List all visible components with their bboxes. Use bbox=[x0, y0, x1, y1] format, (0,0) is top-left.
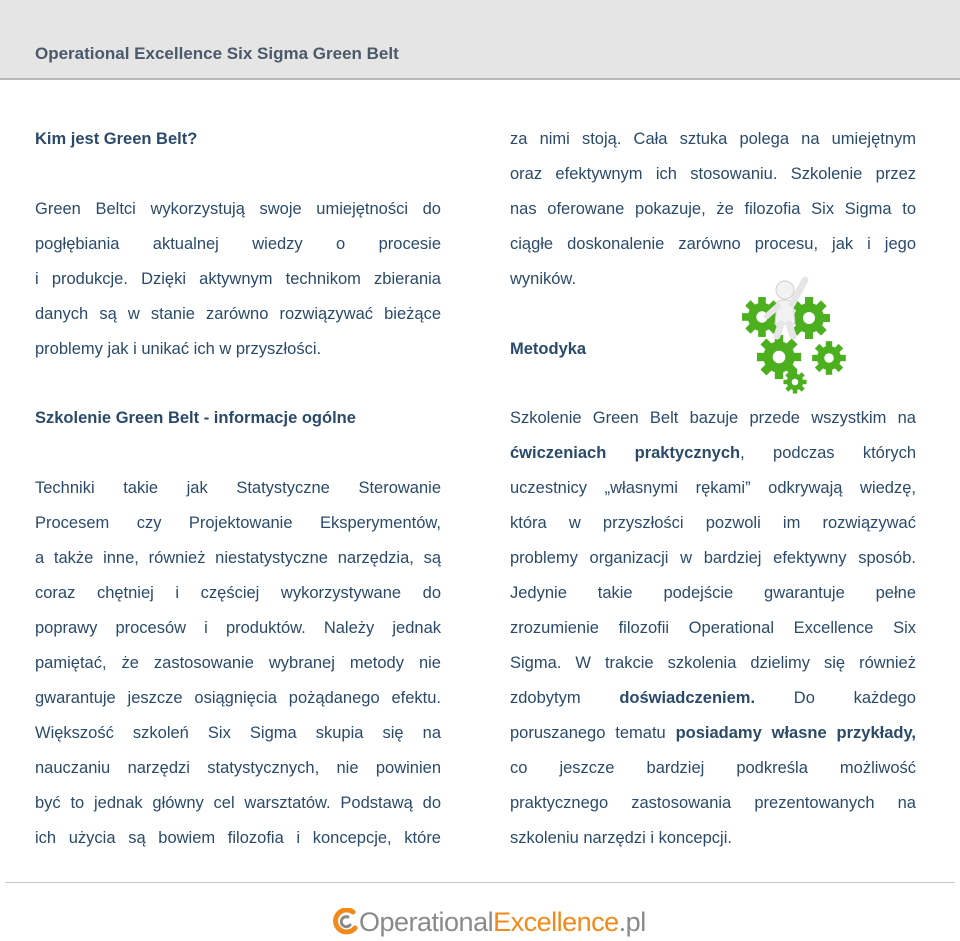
paragraph-line: uczestnicy „własnymi rękami” odkrywają wiedzę, bbox=[510, 479, 916, 497]
logo-word-2: Excellence bbox=[493, 906, 619, 937]
paragraph-line: coraz chętniej i częściej wykorzystywane do bbox=[35, 584, 441, 602]
paragraph-line bbox=[510, 681, 916, 716]
paragraph-line bbox=[510, 436, 916, 471]
section-heading: Kim jest Green Belt? bbox=[35, 130, 198, 148]
left-top-section bbox=[35, 122, 441, 367]
paragraph-line: wyników. bbox=[510, 270, 577, 288]
logo-domain: .pl bbox=[618, 906, 646, 937]
footer-logo bbox=[333, 905, 646, 939]
paragraph-line: zrozumienie filozofii Operational Excellence Six bbox=[510, 619, 916, 637]
bold-text: posiadamy własne przykłady, bbox=[675, 724, 916, 742]
paragraph-line: szkoleniu narzędzi i koncepcji. bbox=[510, 829, 732, 847]
paragraph-line: Procesem czy Projektowanie Eksperymentów, bbox=[35, 514, 441, 532]
paragraph-line: nas oferowane pokazuje, że filozofia Six Sigma to bbox=[510, 200, 916, 218]
paragraph-line: problemy organizacji w bardziej efektywny sposób. bbox=[510, 549, 916, 567]
paragraph-line: praktycznego zastosowania prezentowanych na bbox=[510, 794, 916, 812]
paragraph-line: za nimi stoją. Cała sztuka polega na umiejętnym bbox=[510, 130, 916, 148]
paragraph-line: danych są w stanie zarówno rozwiązywać bieżące bbox=[35, 305, 441, 323]
header-bar bbox=[0, 0, 960, 80]
person-on-gears-icon bbox=[737, 272, 862, 397]
paragraph-line: co jeszcze bardziej podkreśla możliwość bbox=[510, 759, 916, 777]
paragraph-line: ciągłe doskonalenie zarówno procesu, jak i jego bbox=[510, 235, 916, 253]
paragraph-line: gwarantuje jeszcze osiągnięcia pożądanego efektu. bbox=[35, 689, 441, 707]
paragraph-line: pamiętać, że zastosowanie wybranej metody nie bbox=[35, 654, 441, 672]
logo-text bbox=[359, 907, 646, 938]
bold-text: doświadczeniem. bbox=[619, 689, 756, 707]
logo-word-1: Operational bbox=[359, 906, 494, 937]
section-heading: Szkolenie Green Belt - informacje ogólne bbox=[35, 409, 356, 427]
paragraph-line: oraz efektywnym ich stosowaniu. Szkolenie przez bbox=[510, 165, 916, 183]
text: , podczas których bbox=[740, 444, 917, 462]
text: poruszanego tematu bbox=[510, 724, 676, 742]
paragraph-line: ich użycia są bowiem filozofia i koncepcje, które bbox=[35, 829, 441, 847]
right-bottom-section bbox=[510, 401, 916, 856]
footer-divider bbox=[5, 882, 955, 883]
paragraph-line: nauczaniu narzędzi statystycznych, nie powinien bbox=[35, 759, 441, 777]
text: Do każdego bbox=[755, 689, 916, 707]
paragraph-line: Green Beltci wykorzystują swoje umiejętności do bbox=[35, 200, 441, 218]
paragraph-line: Większość szkoleń Six Sigma skupia się na bbox=[35, 724, 441, 742]
paragraph-line: a także inne, również niestatystyczne narzędzia, są bbox=[35, 549, 441, 567]
paragraph-line: pogłębiania aktualnej wiedzy o procesie bbox=[35, 235, 441, 253]
paragraph-line: być to jednak główny cel warsztatów. Podstawą do bbox=[35, 794, 441, 812]
bold-text: ćwiczeniach praktycznych bbox=[510, 444, 741, 462]
text: zdobytym bbox=[510, 689, 620, 707]
paragraph-line: Sigma. W trakcie szkolenia dzielimy się również bbox=[510, 654, 916, 672]
paragraph-line: problemy jak i unikać ich w przyszłości. bbox=[35, 340, 322, 358]
left-bottom-section bbox=[35, 401, 441, 856]
paragraph-line: Jedynie takie podejście gwarantuje pełne bbox=[510, 584, 916, 602]
paragraph-line: Szkolenie Green Belt bazuje przede wszystkim na bbox=[510, 409, 916, 427]
paragraph-line: i produkcje. Dzięki aktywnym technikom zbierania bbox=[35, 270, 441, 288]
logo-swirl-icon bbox=[333, 908, 359, 936]
paragraph-line: poprawy procesów i produktów. Należy jednak bbox=[35, 619, 441, 637]
page-title: Operational Excellence Six Sigma Green Belt bbox=[35, 44, 399, 63]
paragraph-line: Techniki takie jak Statystyczne Sterowanie bbox=[35, 479, 441, 497]
paragraph-line: która w przyszłości pozwoli im rozwiązywać bbox=[510, 514, 916, 532]
paragraph-line bbox=[510, 716, 916, 751]
section-heading: Metodyka bbox=[510, 340, 587, 358]
